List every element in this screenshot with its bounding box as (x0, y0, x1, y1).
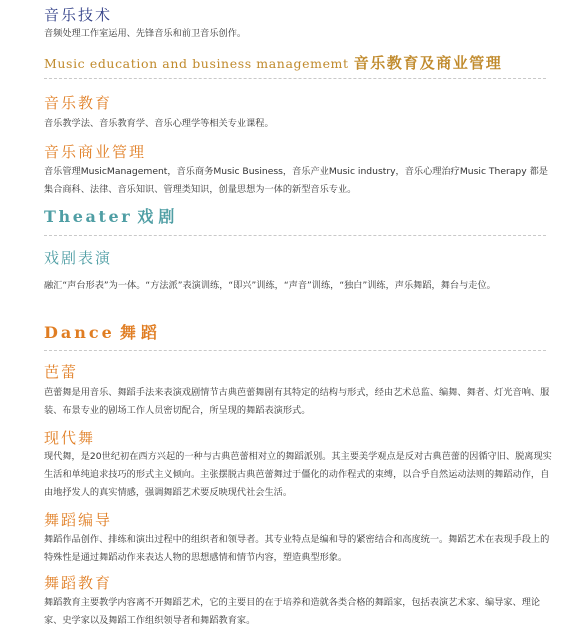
ballet-desc: 芭蕾舞是用音乐、舞蹈手法来表演戏剧情节古典芭蕾舞剧有其特定的结构与形式，经由艺术总监、编舞、舞者、灯光音响、服装、布景专业的剧场工作人员密切配合，所呈现的舞蹈表演形式。 (44, 387, 550, 416)
divider (44, 235, 546, 236)
drama-performance-desc: 融汇“声台形表”为一体。“方法派”表演训练，“即兴”训练，“声音”训练，“独白”训练，声乐舞蹈，舞台与走位。 (44, 280, 496, 291)
dance-title-en: Dance (44, 323, 115, 342)
choreography-desc: 舞蹈作品创作、排练和演出过程中的组织者和领导者。其专业特点是编和导的紧密结合和高度统一。舞蹈艺术在表现手段上的特殊性是通过舞蹈动作来表达人物的思想感情和情节内容，塑造典型形象。 (44, 534, 550, 563)
divider (44, 78, 546, 79)
music-business-title: 音乐商业管理 (44, 143, 147, 161)
choreography-title: 舞蹈编导 (44, 511, 113, 529)
divider (44, 350, 546, 351)
modern-dance-title: 现代舞 (44, 429, 96, 447)
dance-section-header (44, 321, 162, 345)
music-education-title-en: Music education and business managememt (44, 56, 349, 71)
theater-title-cn: 戏剧 (137, 207, 180, 226)
dance-title-cn: 舞蹈 (119, 323, 162, 342)
theater-section-header (44, 205, 179, 229)
modern-dance-desc: 现代舞，是20世纪初在西方兴起的一种与古典芭蕾相对立的舞蹈派别。其主要美学观点是反对古典芭蕾的因循守旧、脱离现实生活和单纯追求技巧的形式主义倾向。主张摆脱古典芭蕾舞过于僵化的动作程式的束缚，以合乎自然运动法则的舞蹈动作，自由地抒发人的真实情感，强调舞蹈艺术要反映现代社会生活。 (44, 451, 552, 498)
music-business-desc: 音乐管理MusicManagement，音乐商务Music Business，音乐产业Music industry，音乐心理治疗Music Therapy 都是集合商科、法律、音乐知识、管理类知识，创量思想为一体的新型音乐专业。 (44, 166, 548, 195)
music-education-title: 音乐教育 (44, 94, 113, 112)
drama-performance-title: 戏剧表演 (44, 249, 113, 267)
music-education-desc: 音乐教学法、音乐教育学、音乐心理学等相关专业课程。 (44, 118, 274, 129)
music-education-title-cn: 音乐教育及商业管理 (353, 54, 503, 72)
dance-education-desc: 舞蹈教育主要教学内容离不开舞蹈艺术，它的主要目的在于培养和造就各类合格的舞蹈家，包括表演艺术家、编导家、理论家、史学家以及舞蹈工作组织领导者和舞蹈教育家。 (44, 597, 541, 626)
music-tech-desc: 音频处理工作室运用、先锋音乐和前卫音乐创作。 (44, 28, 247, 39)
dance-education-title: 舞蹈教育 (44, 574, 113, 592)
music-tech-title: 音乐技术 (44, 6, 113, 24)
ballet-title: 芭蕾 (44, 363, 79, 381)
theater-title-en: Theater (44, 207, 133, 226)
music-education-section-header (44, 51, 502, 76)
